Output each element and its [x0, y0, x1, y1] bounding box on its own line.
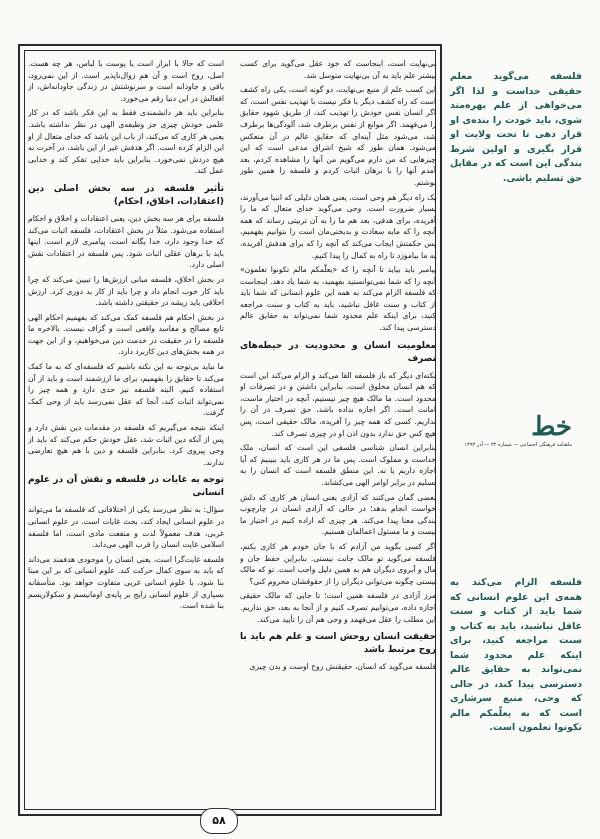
- paragraph: در بخش اخلاق، فلسفه مبانی ارزش‌ها را تبیین می‌کند که چرا باید کار خوب انجام داد و چرا باید از کار بد دوری کرد. ارزش اخلاقی باید ریشه در حقیقتی داشته باشد.: [28, 274, 224, 308]
- paragraph: بنابراین انسان شناسی فلسفی این است که انسان، ملک خداست و مملوک است. پس ما در هر کاری باید ببینیم که آیا اجازه داریم یا نه. این منطق فلسفه است که انسان را به تسلیم در برابر اوامر الهی می‌کشاند.: [240, 443, 436, 487]
- paragraph: مرز آزادی در فلسفه همین است؛ تا جایی که مالک حقیقی اجازه داده، می‌توانیم تصرف کنیم و از آنجا به بعد، حق نداریم. این مطلب را عقل می‌فهمد و وحی هم آن را تأیید می‌کند.: [240, 591, 436, 624]
- column-left: [28, 58, 224, 788]
- paragraph: بی‌نهایت است، اینجاست که خود عقل می‌گوید برای کسب بیشتر علم باید به آن بی‌نهایت متوسل شد.: [240, 59, 436, 80]
- paragraph: بعضی گمان می‌کنند که آزادی یعنی انسان هر کاری که دلش خواست انجام بدهد؛ در حالی که آزادی انسان در چارچوب بندگی معنا پیدا می‌کند. هر چیزی که اراده کنیم در اختیار ما نیست و ما مسئول اعمالمان هستیم.: [240, 492, 436, 537]
- logo-mark: خط: [531, 412, 572, 442]
- paragraph: فلسفه غایت‌گرا است، یعنی انسان را موجودی هدفمند می‌داند که باید به سوی کمال حرکت کند. علوم انسانی که بر این مبنا بنا شود، با علوم انسانی غربی متفاوت خواهد بود. متأسفانه بسیاری از علوم انسانی رایج بر پایه‌ی اومانیسم و سکولاریسم بنا شده است.: [28, 554, 224, 611]
- paragraph: فلسفه می‌گوید که انسان، حقیقتش روح اوست و بدن چیزی: [249, 662, 436, 672]
- paragraph: فلسفه برای هر سه بخش دین، یعنی اعتقادات و اخلاق و احکام استفاده می‌شود. مثلاً در بخش اعتقادات، فلسفه اثبات می‌کند که خدا وجود دارد، خدا یگانه است، پیامبری لازم است. اینها باید با برهان عقلی اثبات شود. پس فلسفه در اعتقادات نقش اصلی دارد.: [28, 213, 224, 270]
- section-heading: حقیقت انسان روحش است و علم هم باید با روح مرتبط باشد: [240, 632, 436, 656]
- paragraph: در بخش احکام هم فلسفه کمک می‌کند که بفهمیم احکام الهی تابع مصالح و مفاسد واقعی است و گزاف نیست. بالاخره ما فلسفه را در حقیقت در خدمت دین می‌خواهیم، و از این جهت در همه بخش‌های دین کاربرد دارد.: [28, 312, 224, 357]
- paragraph: است که حالا با ابزار است یا پوست یا لباس، هر چه هست. اصل، روح است و آن هم زوال‌ناپذیر است. از این نمی‌رود، باقی و جاودانه است و سرنوشتش در زندگی جاودانه‌اش، از افعالش در این دنیا رقم می‌خورد.: [28, 59, 224, 103]
- pull-quote-top: فلسفه می‌گوید معلم حقیقی خداست و لذا اگر می‌خواهی از علم بهره‌مند شوی، باید خودت را بنده‌ی او قرار دهی تا تحت ولایت او قرار بگیری و اولین شرط بندگی این است که در مقابل حق تسلیم باشی.: [450, 71, 582, 184]
- paragraph: اگر کسی بگوید من آزادم که با جان خودم هر کاری بکنم، فلسفه می‌گوید تو مالک جانت نیستی. بنابراین حفظ جان و مال و آبروی دیگران هم به همین دلیل واجب است. تو که مالک نیستی چگونه می‌توانی دیگران را از حقوقشان محروم کنی؟: [240, 541, 436, 586]
- paragraph: اینکه نتیجه می‌گیریم که فلسفه در مقدمات دین نقش دارد و پس از آنکه دین اثبات شد، عقل خودش حکم می‌کند که باید از وحی پیروی کرد. بنابراین فلسفه و دین با هم هیچ تعارضی ندارند.: [28, 423, 224, 467]
- paragraph: این کسب علم از منبع بی‌نهایت، دو گونه است، یکی راه کشف است که راه کشف دیگر با فکر نیست با تهذیب نفس است، که اگر انسان نفس خودش را تهذیب کند، از طریق شهود حقایق را می‌فهمد. اگر موانع از نفس برطرف شد، آلودگی‌ها برطرف شد، می‌شود مثل آینه‌ای که حقایق عالم در آن منعکس می‌شود. همان طور که شیخ اشراق مدعی است که این چیزهایی که من دارم می‌گویم من آنها را مشاهده کردم، بعد آمدم آنها را با برهان اثبات کردم و فلسفه را همین طور نوشتم.: [240, 85, 436, 187]
- paragraph: ما نباید بی‌توجه به این نکته باشیم که فلسفه‌ای که به ما کمک می‌کند تا حقایق را بفهمیم، برای ما ارزشمند است و باید از آن استفاده کنیم. البته فلسفه نیز حدی دارد و همه چیز را نمی‌تواند اثبات کند، آنجا که عقل نمی‌رسد باید از وحی کمک گرفت.: [28, 362, 224, 418]
- column-right: [240, 58, 436, 788]
- magazine-logo: [462, 412, 572, 456]
- section-heading: تأثیر فلسفه در سه بخش اصلی دین (اعتقادات، اخلاق، احکام): [28, 183, 224, 207]
- section-heading: معلومیت انسان و محدودیت در حیطه‌های تصرف: [240, 340, 436, 364]
- paragraph: پیامبر باید بیاید تا آنچه را که «یعلّمکم مالم تکونوا تعلمون» آنچه را که شما نمی‌توانستید بفهمید، به شما یاد دهد. اینجاست که فلسفه الزام می‌کند به همه این علوم انسانی که شما باید از کتاب و سنت غافل نباشید، باید به کتاب و سنت مراجعه کنید، برای اینکه علم محدود شما نمی‌تواند به حقایق عالم دسترسی پیدا کند.: [240, 265, 436, 333]
- logo-tagline: ماهنامه فرهنگی اجتماعی — شماره ۳۲ — آذر ۱۳۹۳: [464, 442, 572, 448]
- paragraph: سؤال: به نظر می‌رسد یکی از اختلافاتی که فلسفه ما می‌تواند در علوم انسانی ایجاد کند، بحث غایات است. در علوم انسانی غربی، هدف معمولاً لذت و منفعت مادی است، اما فلسفه اسلامی غایت انسان را قرب الهی می‌داند.: [28, 505, 224, 550]
- paragraph: نکته‌ای دیگر که باز فلسفه القا می‌کند و الزام می‌کند این است که هم انسان مخلوق است، بنابراین داشتن و در تصرفات او محدود است. ما مالک هیچ چیز نیستیم، آنچه در اختیار ماست، امانت است. اگر اجازه نداده باشد، حق تصرف در آن را نداریم. کسی که همه چیز را آفریده، مالک حقیقی است، پس هیچ کس حق ندارد بدون اذن او در چیزی تصرف کند.: [240, 370, 436, 438]
- paragraph: بنابراین باید هر دانشمندی فقط به این فکر باشد که در کار علمی خودش چیزی جز وظیفه‌ی الهی در نظر نداشته باشد. یعنی هر کاری که می‌کند، از باب این باشد که خدای متعال از او این الزام کرده است. اگر هدفش غیر از این باشد، در آخرت به هیچ دردش نمی‌خورد. بنابراین باید خدایی تفکر کند و خدایی عمل کند.: [28, 108, 224, 176]
- section-heading: توجه به غایات در فلسفه و نقش آن در علوم انسانی: [28, 475, 224, 499]
- article-columns: [28, 58, 436, 788]
- page-number: ۵۸: [200, 808, 238, 834]
- paragraph: یک راه دیگر هم وحی است، یعنی همان دلیلی که انبیا می‌آورند، بسیار ضرورت است. وحی می‌گوید خدای متعال که ما را آفریده، برای هدفی، بعد هم ما را به آن تربیتی رساند که همه آنچه را که مایه سعادت و بدبختی‌مان است را بتوانیم بفهمیم، پس حکمتش ایجاب می‌کند که آنچه را که برای هدفش آفریده، به ما بیاموزد تا راه به کمال را پیدا کنیم.: [240, 192, 436, 260]
- pull-quote-bottom: فلسفه الزام می‌کند به همه‌ی این علوم انسانی که شما باید از کتاب و سنت غافل نباشید، باید به کتاب و سنت مراجعه کنید، برای اینکه علم محدود شما نمی‌تواند به حقایق عالم دسترسی پیدا کند، در حالی که وحی، منبع سرشاری است که به یعلّمکم مالم تکونوا تعلمون است.: [450, 577, 582, 733]
